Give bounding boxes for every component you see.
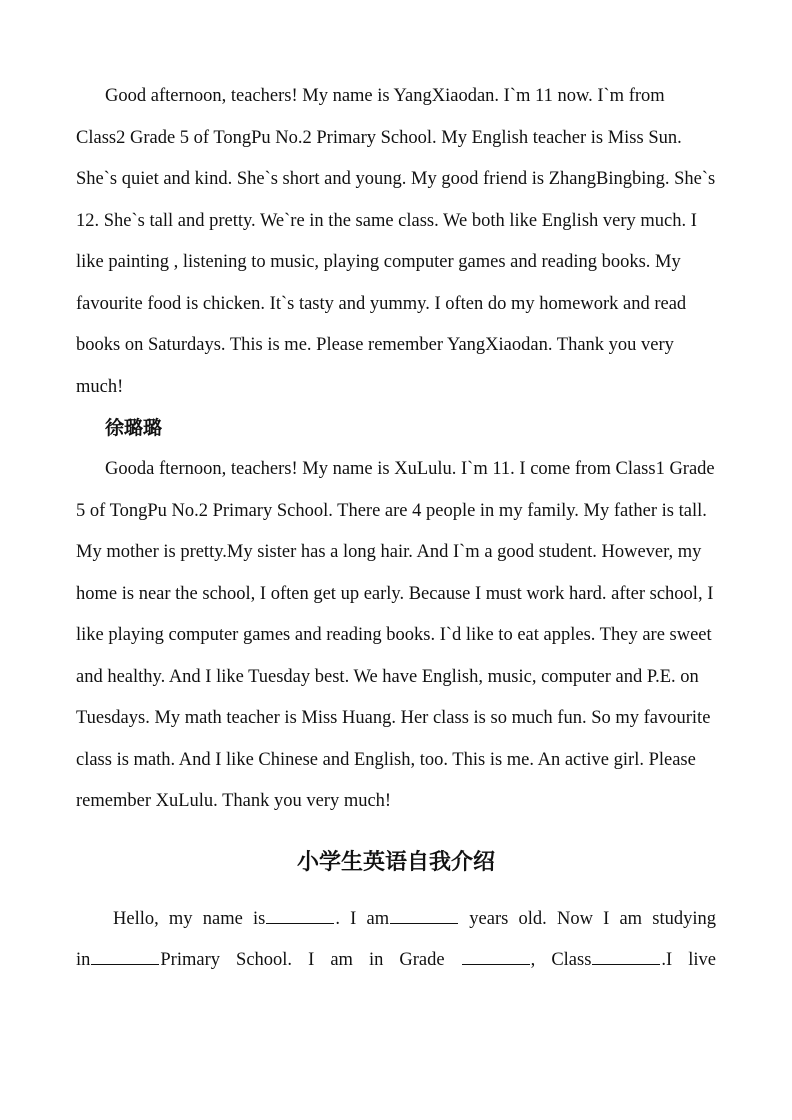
name-blank[interactable]	[266, 905, 334, 924]
template-text: Primary School. I am in Grade	[160, 950, 461, 970]
class-blank[interactable]	[592, 946, 660, 965]
introduction-paragraph-2: Gooda fternoon, teachers! My name is XuLulu. I`m 11. I come from Class1 Grade 5 of TongPu No.2 Primary School. There are 4 people in my family. My father is tall. My mother is pretty.My sister has a long hair. And I`m a good student. However, my home is near the school, I often get up early. Because I must work hard. after school, I like playing computer games and reading books. I`d like to eat apples. They are sweet and healthy. And I like Tuesday best. We have English, music, computer and P.E. on Tuesdays. My math teacher is Miss Huang. Her class is so much fun. So my favourite class is math. And I like Chinese and English, too. This is me. An active girl. Please remember XuLulu. Thank you very much!	[76, 459, 715, 811]
grade-blank[interactable]	[462, 946, 530, 965]
template-line-2	[76, 940, 716, 982]
section-title: 小学生英语自我介绍	[296, 849, 495, 875]
document-page	[76, 76, 716, 982]
template-text: in	[76, 950, 91, 970]
template-text: Hello, my name is	[113, 908, 266, 929]
template-text: , Class	[530, 950, 592, 970]
template-text: .I live	[661, 950, 716, 970]
fill-in-template	[76, 899, 716, 982]
student-name-heading: 徐璐璐	[105, 417, 163, 439]
school-blank[interactable]	[91, 946, 159, 965]
age-blank[interactable]	[390, 905, 458, 924]
template-text: . I am	[335, 908, 390, 929]
template-line-1	[76, 899, 716, 941]
introduction-paragraph-1: Good afternoon, teachers! My name is YangXiaodan. I`m 11 now. I`m from Class2 Grade 5 of TongPu No.2 Primary School. My English teacher is Miss Sun. She`s quiet and kind. She`s short and young. My good friend is ZhangBingbing. She`s 12. She`s tall and pretty. We`re in the same class. We both like English very much. I like painting , listening to music, playing computer games and reading books. My favourite food is chicken. It`s tasty and yummy. I often do my homework and read books on Saturdays. This is me. Please remember YangXiaodan. Thank you very much!	[76, 86, 716, 397]
template-text: years old. Now I am studying	[459, 908, 716, 929]
